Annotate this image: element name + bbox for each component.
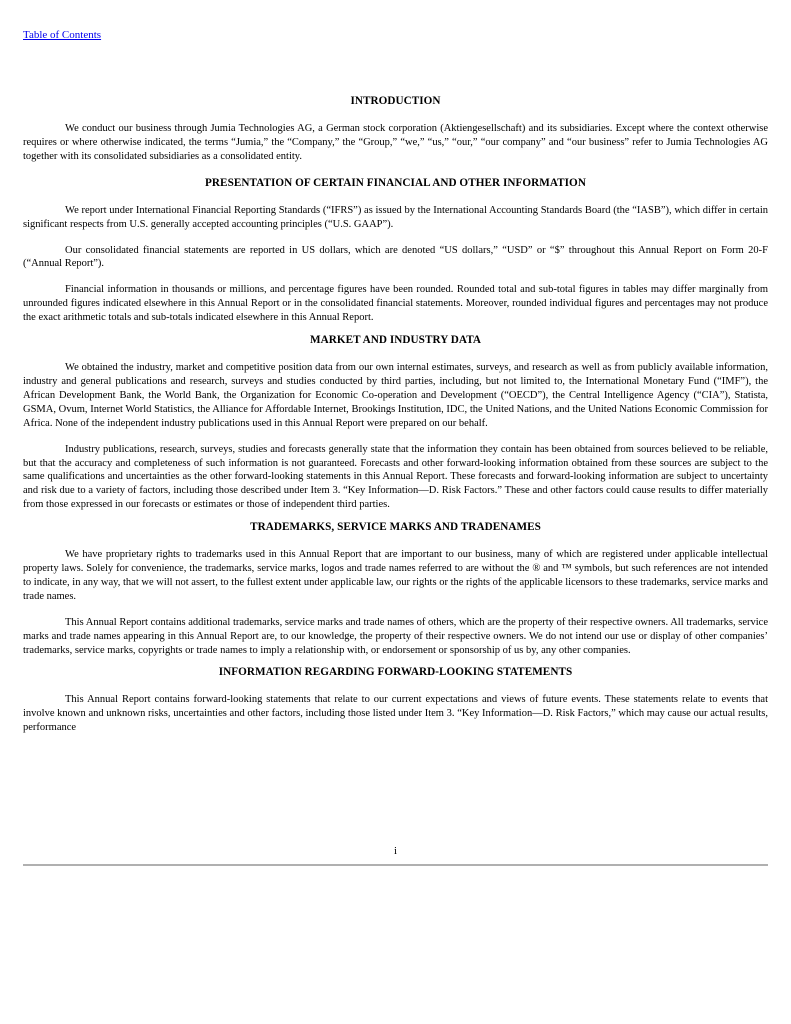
section-heading: TRADEMARKS, SERVICE MARKS AND TRADENAMES (250, 521, 541, 534)
table-of-contents-link[interactable]: Table of Contents (23, 29, 102, 41)
paragraph: We conduct our business through Jumia Technologies AG, a German stock corporation (Aktiengesellschaft) and its subsidiaries. Except where the context otherwise requires or where otherwise indicated, the terms “Jumia,” the “Company,” the “Group,” “we,” “us,” “our,” “our company” and “our business” refer to Jumia Technologies AG together with its consolidated subsidiaries as a consolidated entity. (23, 123, 768, 162)
section-heading: PRESENTATION OF CERTAIN FINANCIAL AND OTHER INFORMATION (205, 176, 586, 189)
paragraph: Financial information in thousands or millions, and percentage figures have been rounded. Rounded total and sub-total figures in tables may differ marginally from unrounded figures indicated elsewhere in this Annual Report or in the consolidated financial statements. Moreover, rounded individual figures and percentages may not produce the exact arithmetic totals and sub-totals indicated elsewhere in this Annual Report. (23, 284, 768, 324)
paragraph: This Annual Report contains forward-looking statements that relate to our current expectations and views of future events. These statements relate to events that involve known and unknown risks, uncertainties and other factors, including those listed under Item 3. “Key Information—D. Risk Factors,” which may cause our actual results, performance (23, 694, 768, 734)
document-body (23, 94, 768, 747)
section-introduction (23, 94, 768, 164)
section-forward-looking-statements (23, 665, 768, 735)
paragraph: Our consolidated financial statements are reported in US dollars, which are denoted “US dollars,” “USD” or “$” throughout this Annual Report on Form 20-F (“Annual Report”). (23, 244, 768, 270)
section-heading: INTRODUCTION (350, 95, 441, 107)
page-number: i (393, 845, 398, 857)
section-heading: MARKET AND INDUSTRY DATA (309, 334, 481, 347)
section-financial-information (23, 176, 768, 325)
page-divider (23, 864, 768, 866)
paragraph: Industry publications, research, surveys, studies and forecasts generally state that the information they contain has been obtained from sources believed to be reliable, but that the accuracy and completeness of such information is not guaranteed. Forecasts and other forward-looking information obtained from these sources are subject to the same qualifications and uncertainties as the other forward-looking statements in this Annual Report. These forecasts and forward-looking information are subject to uncertainty and risk due to a variety of factors, including those described under Item 3. “Key Information—D. Risk Factors.” These and other factors could cause results to differ materially from those expressed in our forecasts or estimates or those of independent third parties. (23, 443, 768, 511)
section-trademarks (23, 520, 768, 657)
section-heading: INFORMATION REGARDING FORWARD-LOOKING STATEMENTS (218, 666, 573, 679)
paragraph: This Annual Report contains additional trademarks, service marks and trade names of others, which are the property of their respective owners. All trademarks, service marks and trade names appearing in this Annual Report are, to our knowledge, the property of their respective owners. We do not intend our use or display of other companies’ trademarks, service marks, copyrights or trade names to imply a relationship with, or endorsement or sponsorship of us by, any other companies. (23, 616, 768, 656)
section-market-industry-data (23, 333, 768, 512)
paragraph: We obtained the industry, market and competitive position data from our own internal estimates, surveys, and research as well as from publicly available information, industry and general publications and research, surveys and studies conducted by third parties, including, but not limited to, the International Monetary Fund (“IMF”), the African Development Bank, the World Bank, the Organization for Economic Co-operation and Development (“OECD”), the Central Intelligence Agency (“CIA”), Statista, GSMA, Ovum, Internet World Statistics, the Alliance for Affordable Internet, Brookings Institution, IDC, the United Nations, and the United Nations Economic Commission for Africa. None of the independent industry publications used in this Annual Report were prepared on our behalf. (23, 362, 768, 429)
paragraph: We have proprietary rights to trademarks used in this Annual Report that are important to our business, many of which are registered under applicable intellectual property laws. Solely for convenience, the trademarks, service marks, logos and trade names referred to are without the ® and ™ symbols, but such references are not intended to indicate, in any way, that we will not assert, to the fullest extent under applicable law, our rights or the rights of the applicable licensors to these trademarks, service marks and trade names. (23, 549, 768, 602)
paragraph: We report under International Financial Reporting Standards (“IFRS”) as issued by the International Accounting Standards Board (the “IASB”), which differ in certain significant respects from U.S. generally accepted accounting principles (“U.S. GAAP”). (23, 204, 768, 230)
